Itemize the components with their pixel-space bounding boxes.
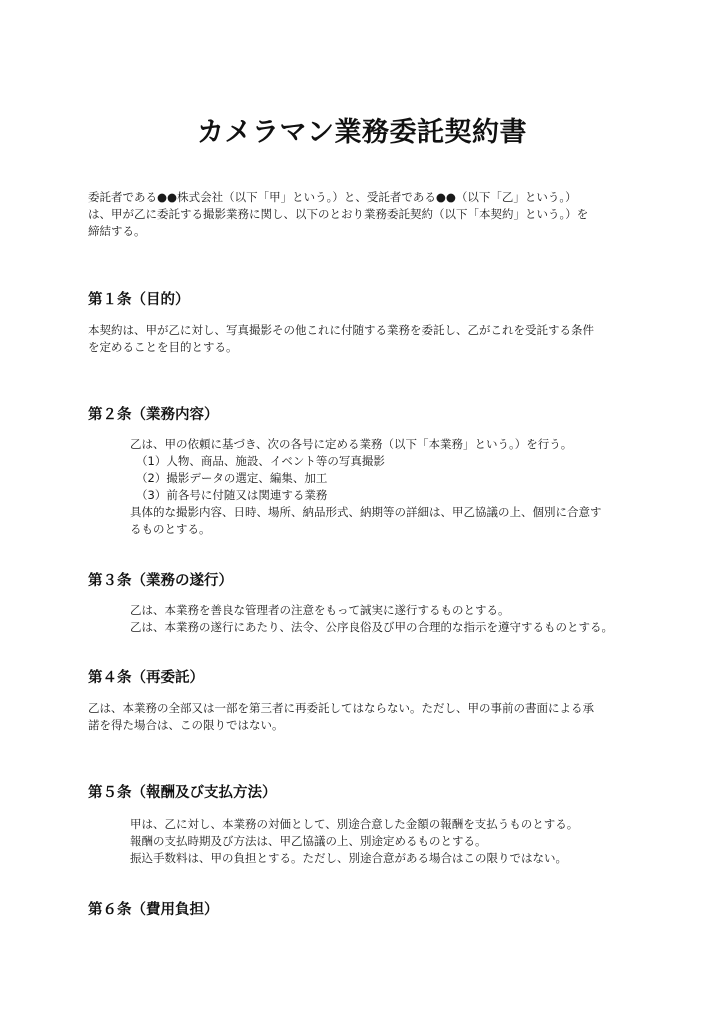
- article-2-body: [130, 436, 650, 538]
- article-4-body: [88, 700, 648, 734]
- article-5-heading: 第５条（報酬及び支払方法）: [88, 785, 277, 801]
- preamble-line: 委託者である●●株式会社（以下「甲」という。）と、受託者である●●（以下「乙」という。）: [88, 190, 577, 204]
- article-line: 諾を得た場合は、この限りではない。: [88, 718, 284, 732]
- preamble-line: 締結する。: [88, 224, 146, 238]
- article-3-heading: 第３条（業務の遂行）: [88, 573, 233, 589]
- article-item: （1）人物、商品、施設、イベント等の写真撮影: [136, 454, 385, 468]
- article-line: 報酬の支払時期及び方法は、甲乙協議の上、別途定めるものとする。: [130, 834, 487, 848]
- article-line: 乙は、本業務の全部又は一部を第三者に再委託してはならない。ただし、甲の事前の書面による承: [88, 701, 594, 715]
- article-line: 本契約は、甲が乙に対し、写真撮影その他これに付随する業務を委託し、乙がこれを受託する条件: [88, 323, 594, 337]
- preamble-line: は、甲が乙に委託する撮影業務に関し、以下のとおり業務委託契約（以下「本契約」という。）を: [88, 207, 589, 221]
- preamble: [88, 189, 648, 240]
- article-line: 振込手数料は、甲の負担とする。ただし、別途合意がある場合はこの限りではない。: [130, 851, 567, 865]
- article-line: 乙は、本業務を善良な管理者の注意をもって誠実に遂行するものとする。: [130, 603, 510, 617]
- article-line: 甲は、乙に対し、本業務の対価として、別途合意した金額の報酬を支払うものとする。: [130, 817, 579, 831]
- article-1-heading: 第１条（目的）: [88, 292, 190, 308]
- article-line: 乙は、本業務の遂行にあたり、法令、公序良俗及び甲の合理的な指示を遵守するものとする。: [130, 620, 613, 634]
- article-3-body: [130, 602, 650, 636]
- article-6-heading: 第６条（費用負担）: [88, 902, 219, 918]
- document-title: カメラマン業務委託契約書: [197, 117, 527, 148]
- article-4-heading: 第４条（再委託）: [88, 670, 204, 686]
- article-line: るものとする。: [130, 522, 211, 536]
- article-2-heading: 第２条（業務内容）: [88, 407, 219, 423]
- article-line: 具体的な撮影内容、日時、場所、納品形式、納期等の詳細は、甲乙協議の上、個別に合意す: [130, 505, 602, 519]
- article-item: （3）前各号に付随又は関連する業務: [136, 488, 328, 502]
- article-line: を定めることを目的とする。: [88, 340, 238, 354]
- article-line: 乙は、甲の依頼に基づき、次の各号に定める業務（以下「本業務」という。）を行う。: [130, 437, 573, 451]
- article-1-body: [88, 322, 648, 356]
- article-5-body: [130, 816, 650, 867]
- article-item: （2）撮影データの選定、編集、加工: [136, 471, 328, 485]
